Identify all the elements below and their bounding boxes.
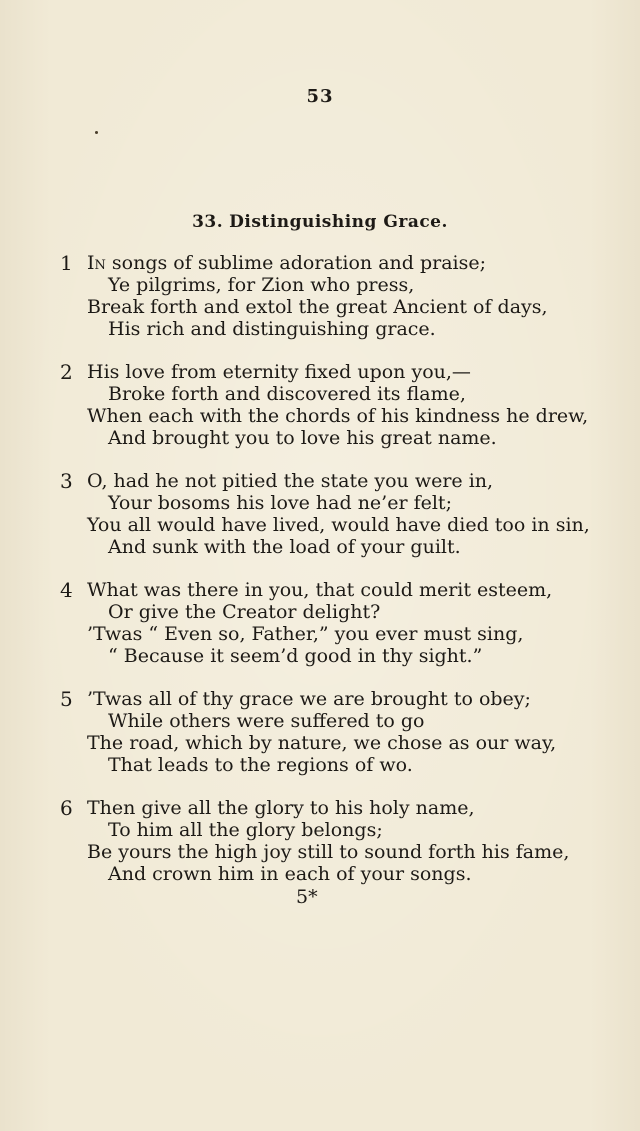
verse-line: Break forth and extol the great Ancient of days, bbox=[87, 296, 548, 318]
verse-line: The road, which by nature, we chose as our way, bbox=[87, 732, 557, 754]
verse-line: Ye pilgrims, for Zion who press, bbox=[108, 274, 415, 296]
verse-line: Broke forth and discovered its flame, bbox=[108, 383, 466, 405]
verse-line: Be yours the high joy still to sound forth his fame, bbox=[87, 841, 570, 863]
verse-line: “ Because it seem’d good in thy sight.” bbox=[108, 645, 483, 667]
verse-line: What was there in you, that could merit esteem, bbox=[87, 579, 553, 601]
verse-line: His love from eternity fixed upon you,— bbox=[87, 361, 471, 383]
stanza-4 bbox=[60, 579, 605, 667]
page-number: 53 bbox=[306, 86, 334, 107]
verse-line: And crown him in each of your songs. bbox=[108, 863, 472, 885]
verse-line: While others were suffered to go bbox=[108, 710, 425, 732]
verse-line: To him all the glory belongs; bbox=[108, 819, 383, 841]
stanza-number: 3 bbox=[60, 469, 73, 493]
verse-line: Or give the Creator delight? bbox=[108, 601, 381, 623]
hymn-title bbox=[0, 212, 640, 232]
stanza-number: 4 bbox=[60, 578, 73, 602]
stanza-6 bbox=[60, 797, 605, 885]
drop-word: In bbox=[87, 252, 106, 274]
signature-mark: 5* bbox=[296, 886, 318, 908]
stanza-number: 1 bbox=[60, 251, 73, 275]
stanza-number: 2 bbox=[60, 360, 73, 384]
stanza-3 bbox=[60, 470, 605, 558]
hymn-number: 33. bbox=[192, 212, 224, 232]
verse-line: When each with the chords of his kindness he drew, bbox=[87, 405, 589, 427]
verse-line: You all would have lived, would have died too in sin, bbox=[87, 514, 590, 536]
verse-line: Then give all the glory to his holy name, bbox=[87, 797, 475, 819]
verse-line-rest: songs of sublime adoration and praise; bbox=[105, 252, 487, 274]
verse-line: O, had he not pitied the state you were in, bbox=[87, 470, 494, 492]
stanza-1 bbox=[60, 252, 605, 340]
stanza-number: 6 bbox=[60, 796, 73, 820]
verse-line: And brought you to love his great name. bbox=[108, 427, 497, 449]
stanza-number: 5 bbox=[60, 687, 73, 711]
verse-line: ’Twas all of thy grace we are brought to obey; bbox=[87, 688, 531, 710]
stanza-2 bbox=[60, 361, 605, 449]
ink-speck bbox=[95, 131, 98, 134]
hymn-stanzas bbox=[60, 252, 605, 906]
verse-line: His rich and distinguishing grace. bbox=[108, 318, 436, 340]
verse-line: And sunk with the load of your guilt. bbox=[108, 536, 461, 558]
verse-line: ’Twas “ Even so, Father,” you ever must sing, bbox=[87, 623, 524, 645]
stanza-5 bbox=[60, 688, 605, 776]
verse-line: That leads to the regions of wo. bbox=[108, 754, 413, 776]
verse-line bbox=[60, 252, 605, 274]
hymn-title-text: Distinguishing Grace. bbox=[229, 212, 448, 232]
verse-line: Your bosoms his love had ne’er felt; bbox=[108, 492, 452, 514]
